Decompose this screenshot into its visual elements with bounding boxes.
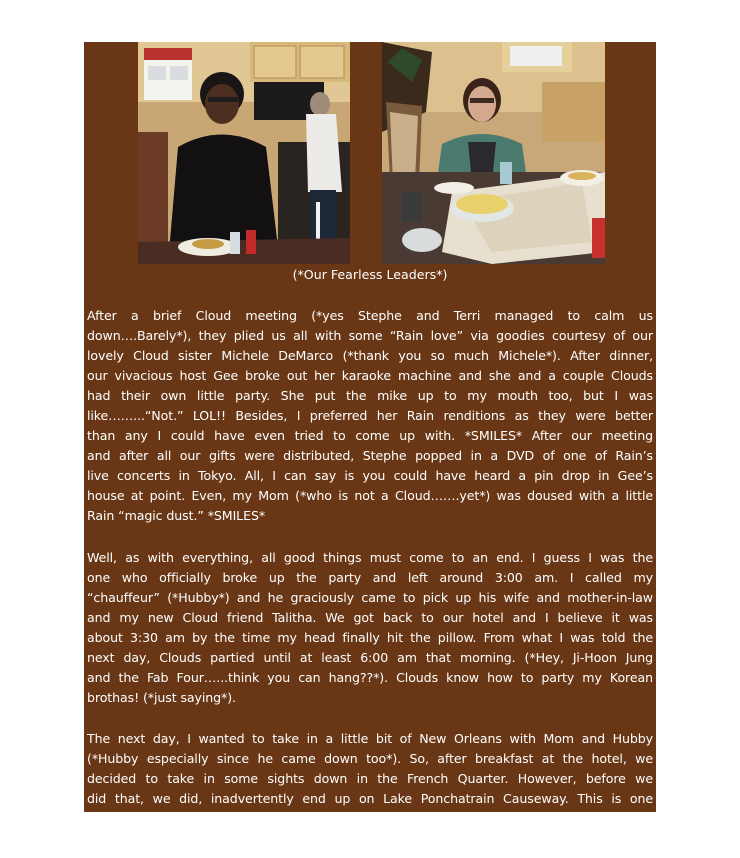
text-line: like……...“Not.” LOL!! Besides, I preferred her Rain renditions as they were better xyxy=(87,408,653,423)
text-line: and my new Cloud friend Talitha. We got back to our hotel and I believe it was xyxy=(87,610,653,625)
text-line: “chauffeur” (*Hubby*) and he graciously came to pick up his wife and mother-in-law xyxy=(87,590,653,605)
paragraph-party-ends xyxy=(87,548,653,708)
paragraph-cloud-meeting xyxy=(87,306,653,526)
text-line: our vivacious host Gee broke out her karaoke machine and she and a couple Clouds xyxy=(87,368,653,383)
paragraph-next-day xyxy=(87,729,653,809)
text-line: next day, Clouds partied until at least 6:00 am that morning. (*Hey, Ji-Hoon Jung xyxy=(87,650,653,665)
text-line: live concerts in Tokyo. All, I can say is you could have heard a pin drop in Gee’s xyxy=(87,468,653,483)
text-line: about 3:30 am by the time my head finally hit the pillow. From what I was told the xyxy=(87,630,653,645)
photo-caption: (*Our Fearless Leaders*) xyxy=(292,267,448,282)
text-line: After a brief Cloud meeting (*yes Stephe and Terri managed to calm us xyxy=(87,308,653,323)
text-line: brothas! (*just saying*). xyxy=(87,690,236,705)
text-line: lovely Cloud sister Michele DeMarco (*thank you so much Michele*). After dinner, xyxy=(87,348,653,363)
photo-leader-kitchen xyxy=(138,42,350,264)
text-line: house at point. Even, my Mom (*who is not a Cloud…….yet*) was doused with a little xyxy=(87,488,653,503)
text-line: and after all our gifts were distributed, Stephe popped in a DVD of one of Rain’s xyxy=(87,448,653,463)
photo-leader-dinner-table xyxy=(382,42,605,264)
text-line: had their own little party. She put the mike up to my mouth too, but I was xyxy=(87,388,653,403)
text-line: decided to take in some sights down in the French Quarter. However, before we xyxy=(87,771,653,786)
text-line: (*Hubby especially since he came down too*). So, after breakfast at the hotel, we xyxy=(87,751,653,766)
text-line: Well, as with everything, all good things must come to an end. I guess I was the xyxy=(87,550,653,565)
text-line: than any I could have even tried to come up with. *SMILES* After our meeting xyxy=(87,428,653,443)
text-line: down….Barely*), they plied us all with some “Rain love” via goodies courtesy of our xyxy=(87,328,653,343)
text-line: one who officially broke up the party and left around 3:00 am. I called my xyxy=(87,570,653,585)
article-panel xyxy=(84,42,656,812)
text-line: did that, we did, inadvertently end up on Lake Ponchatrain Causeway. This is one xyxy=(87,791,653,806)
text-line: The next day, I wanted to take in a little bit of New Orleans with Mom and Hubby xyxy=(87,731,653,746)
text-line: Rain “magic dust.” *SMILES* xyxy=(87,508,266,523)
text-line: and the Fab Four…...think you can hang??*). Clouds know how to party my Korean xyxy=(87,670,653,685)
